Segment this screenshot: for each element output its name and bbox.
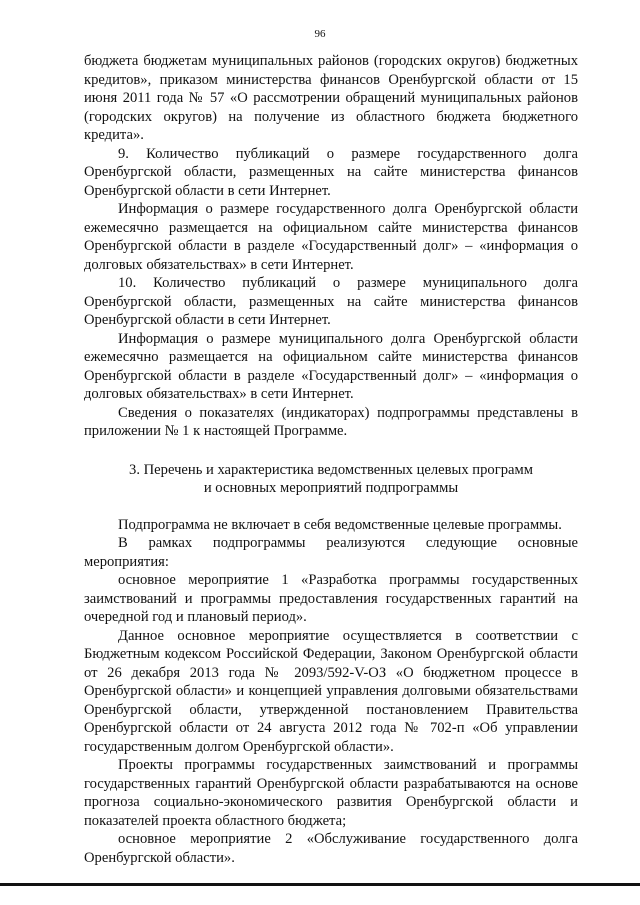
paragraph: основное мероприятие 1 «Разработка программы государственных заимствований и программы предоставления государственных гарантий на очередной год и плановый период».	[84, 572, 578, 625]
paragraph: Информация о размере муниципального долга Оренбургской области ежемесячно размещается на официальном сайте министерства финансов Оренбургской области в разделе «Государственный долг» – «информация о долговых обязательствах» в сети Интернет.	[84, 330, 578, 402]
paragraph: основное мероприятие 2 «Обслуживание государственного долга Оренбургской области».	[84, 831, 578, 866]
paragraph: Информация о размере государственного долга Оренбургской области ежемесячно размещается на официальном сайте министерства финансов Оренбургской области в разделе «Государственный долг» – «информация о долговых обязательствах» в сети Интернет.	[84, 201, 578, 273]
page-bottom-rule	[0, 883, 640, 886]
section-heading	[84, 461, 578, 498]
paragraph: Подпрограмма не включает в себя ведомственные целевые программы.	[118, 516, 562, 533]
document-body	[84, 52, 578, 867]
paragraph: В рамках подпрограммы реализуются следующие основные мероприятия:	[84, 535, 578, 570]
paragraph: 9. Количество публикаций о размере государственного долга Оренбургской области, размещенных на сайте министерства финансов Оренбургской области в сети Интернет.	[84, 145, 578, 199]
paragraph: бюджета бюджетам муниципальных районов (городских округов) бюджетных кредитов», приказом министерства финансов Оренбургской области от 15 июня 2011 года № 57 «О рассмотрении обращений муниципальных районов (городских округов) на получение из областного бюджета бюджетного кредита».	[84, 53, 578, 143]
section-heading-line: и основных мероприятий подпрограммы	[203, 480, 459, 496]
paragraph: 10. Количество публикаций о размере муниципального долга Оренбургской области, размещенных на сайте министерства финансов Оренбургской области в сети Интернет.	[84, 275, 578, 328]
paragraph: Сведения о показателях (индикаторах) подпрограммы представлены в приложении № 1 к настоящей Программе.	[84, 404, 578, 439]
paragraph: Проекты программы государственных заимствований и программы государственных гарантий Оренбургской области разрабатываются на основе прогноза социально-экономического развития Оренбургской области и показателей проекта областного бюджета;	[84, 757, 578, 829]
section-heading-line: 3. Перечень и характеристика ведомственных целевых программ	[129, 461, 533, 478]
page-number: 96	[314, 28, 326, 40]
paragraph: Данное основное мероприятие осуществляется в соответствии с Бюджетным кодексом Российской Федерации, Законом Оренбургской области от 26 декабря 2013 года № 2093/592-V-ОЗ «О бюджетном процессе в Оренбургской области» и концепцией управления долговыми обязательствами Оренбургской области, утвержденной постановлением Правительства Оренбургской области от 24 августа 2012 года № 702-п «Об управлении государственным долгом Оренбургской области».	[84, 627, 578, 755]
